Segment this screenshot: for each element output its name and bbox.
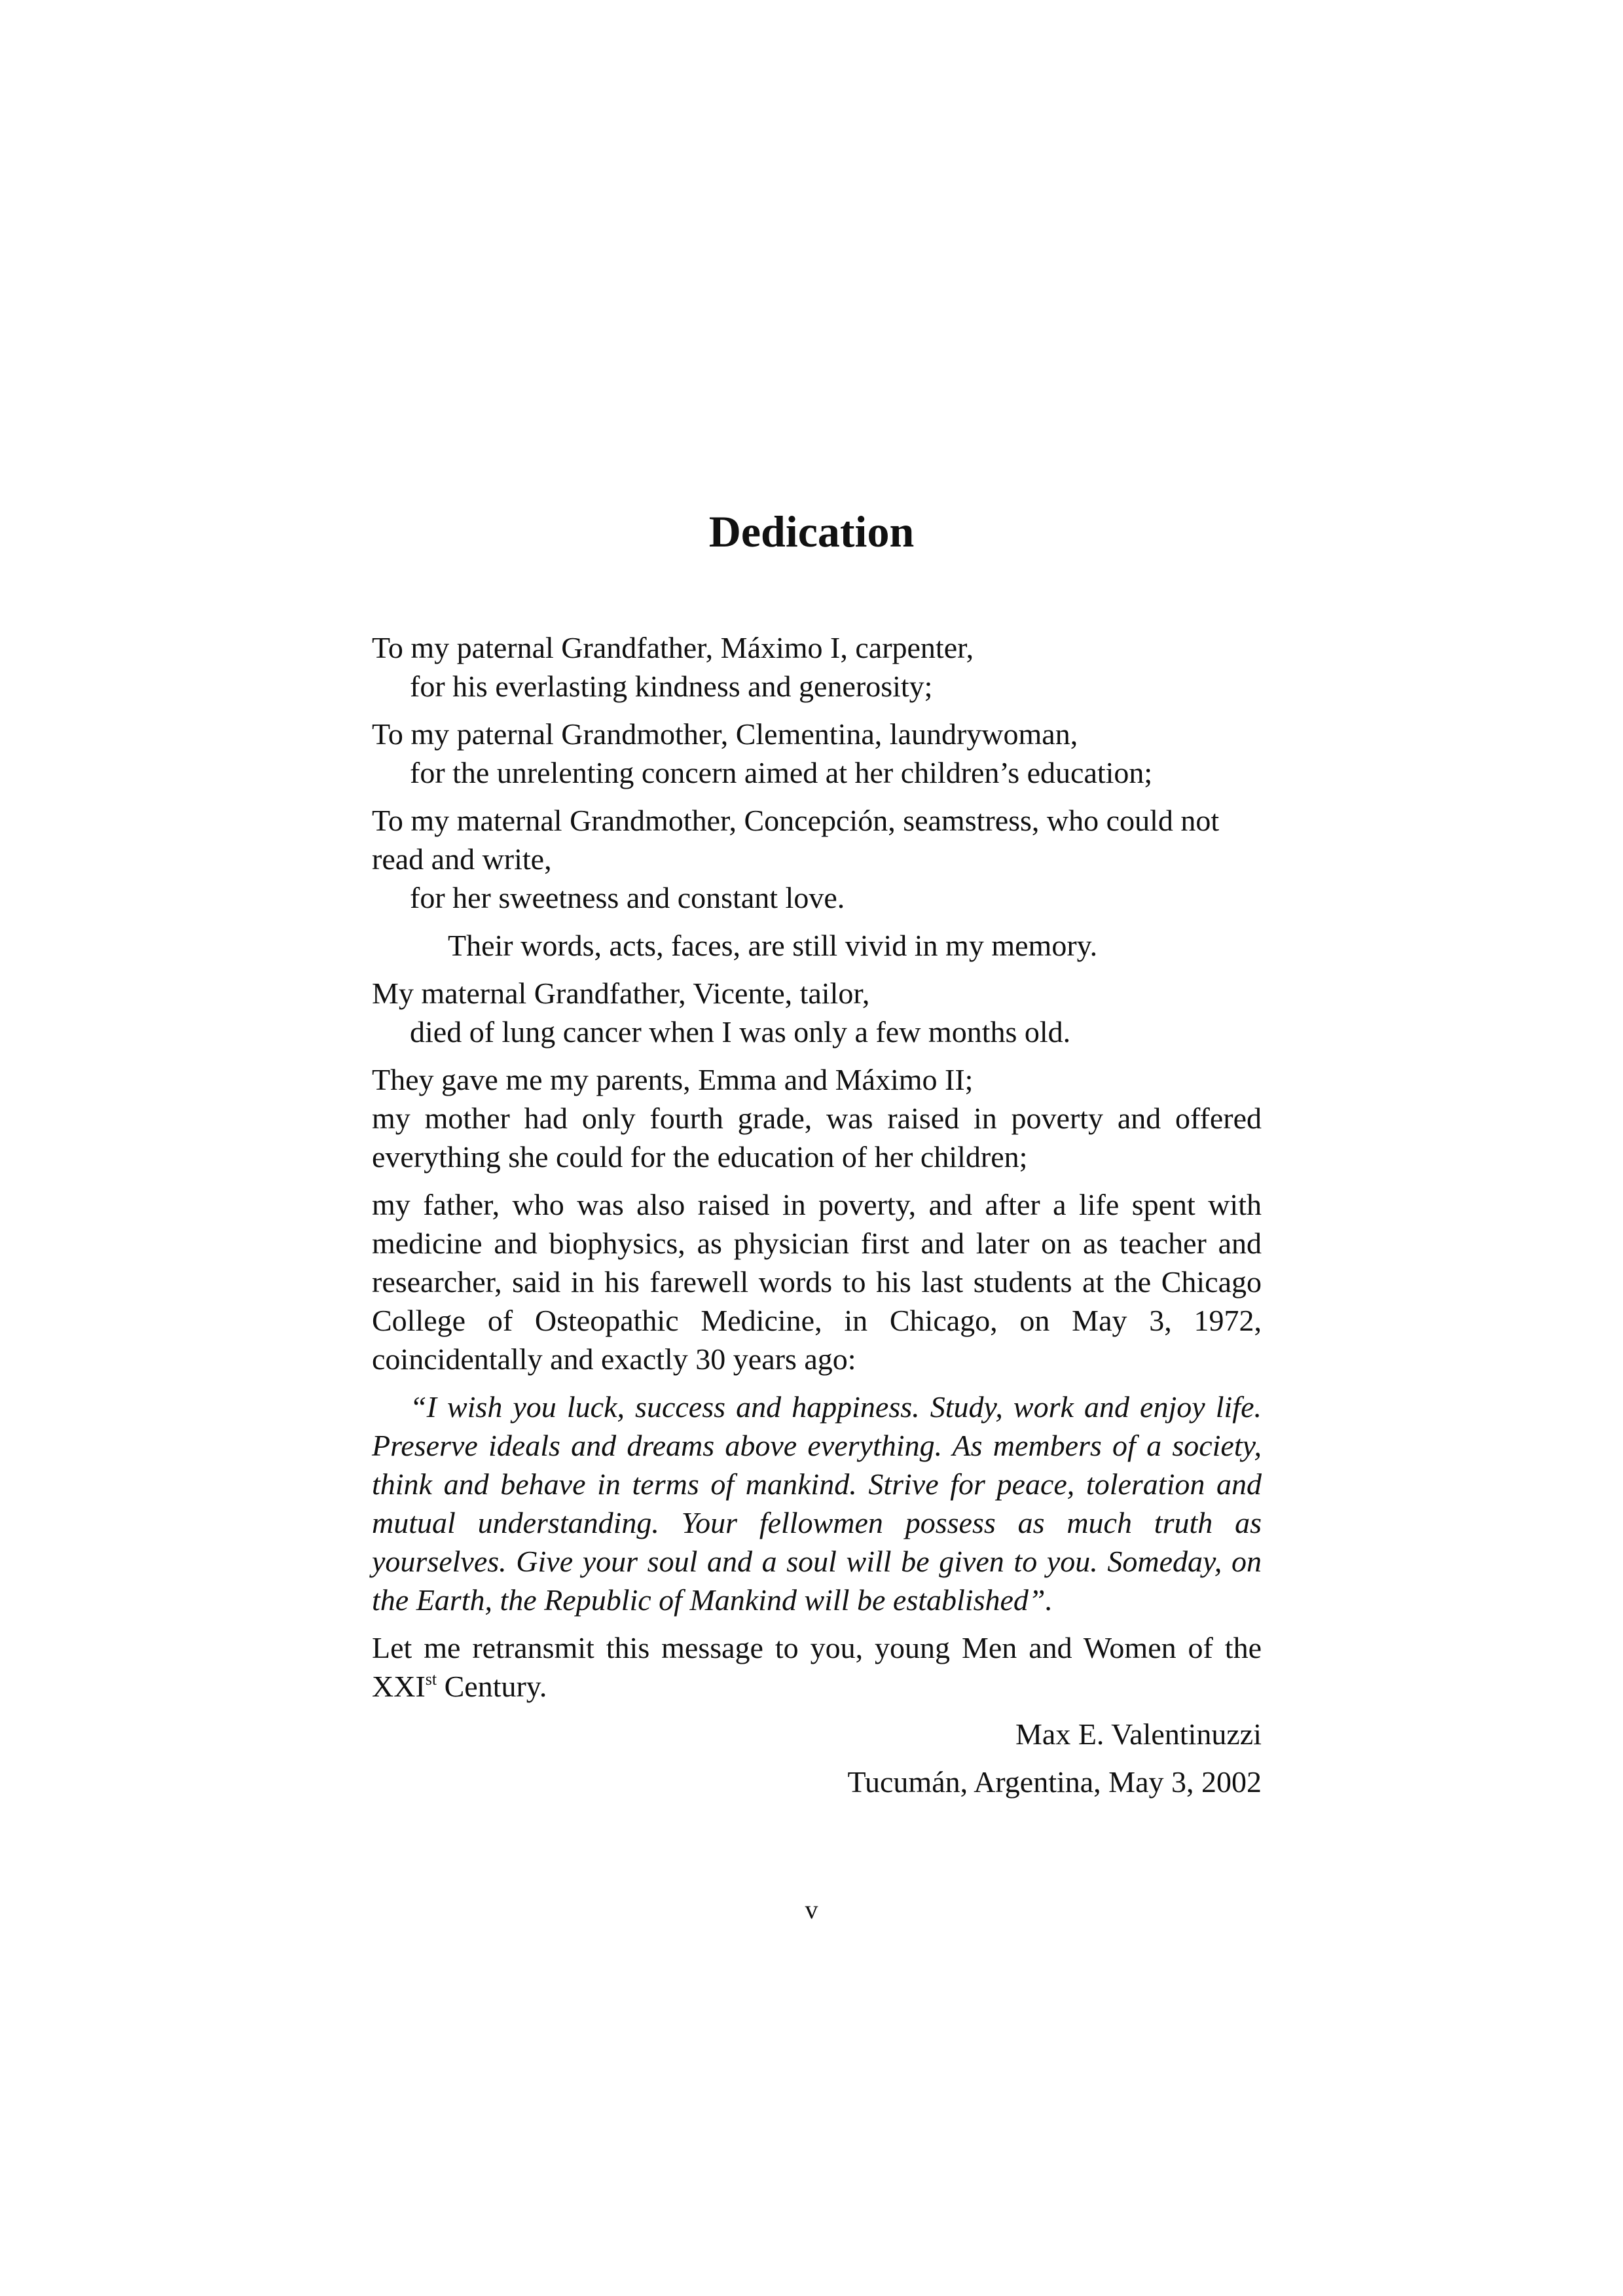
closing-text: Let me retransmit this message to you, young Men and Women of the XXI [372, 1631, 1262, 1703]
dedication-line: died of lung cancer when I was only a few months old. [410, 1015, 1071, 1049]
closing-paragraph [372, 1628, 1262, 1706]
dedication-line: My maternal Grandfather, Vicente, tailor, [372, 977, 870, 1010]
closing-text-end: Century. [437, 1670, 547, 1703]
dedication-body [372, 628, 1262, 1801]
father-paragraph: my father, who was also raised in poverty, and after a life spent with medicine and biophysics, as physician first and later on as teacher and researcher, said in his farewell words to his last students at the Chicago College of Osteopathic Medicine, in Chicago, on May 3, 1972, coincidentally and exactly 30 years ago: [372, 1188, 1262, 1376]
farewell-quote: “I wish you luck, success and happiness. Study, work and enjoy life. Preserve ideals and dreams above everything. As members of a society, think and behave in terms of mankind. Strive for peace, toleration and mutual understanding. Your fellowmen possess as much truth as yourselves. Give your soul and a soul will be given to you. Someday, on the Earth, the Republic of Mankind will be established”. [372, 1390, 1262, 1617]
signature-place-date: Tucumán, Argentina, May 3, 2002 [847, 1765, 1262, 1799]
dedication-line: They gave me my parents, Emma and Máximo II; [372, 1063, 974, 1096]
dedication-line: To my maternal Grandmother, Concepción, seamstress, who could not read and write, [372, 804, 1220, 876]
dedication-line: for the unrelenting concern aimed at her children’s education; [410, 756, 1153, 789]
dedication-line: To my paternal Grandmother, Clementina, laundrywoman, [372, 717, 1078, 751]
dedication-line: To my paternal Grandfather, Máximo I, carpenter, [372, 631, 974, 664]
ordinal-suffix: st [425, 1670, 437, 1689]
signature-name: Max E. Valentinuzzi [1015, 1717, 1262, 1751]
page-title: Dedication [708, 507, 915, 556]
page-number: v [805, 1895, 818, 1924]
mother-paragraph: my mother had only fourth grade, was raised in poverty and offered everything she could for the education of her children; [372, 1102, 1262, 1174]
dedication-line: for his everlasting kindness and generosity; [410, 670, 933, 703]
memory-line: Their words, acts, faces, are still vivid in my memory. [448, 929, 1098, 962]
dedication-line: for her sweetness and constant love. [410, 881, 845, 914]
